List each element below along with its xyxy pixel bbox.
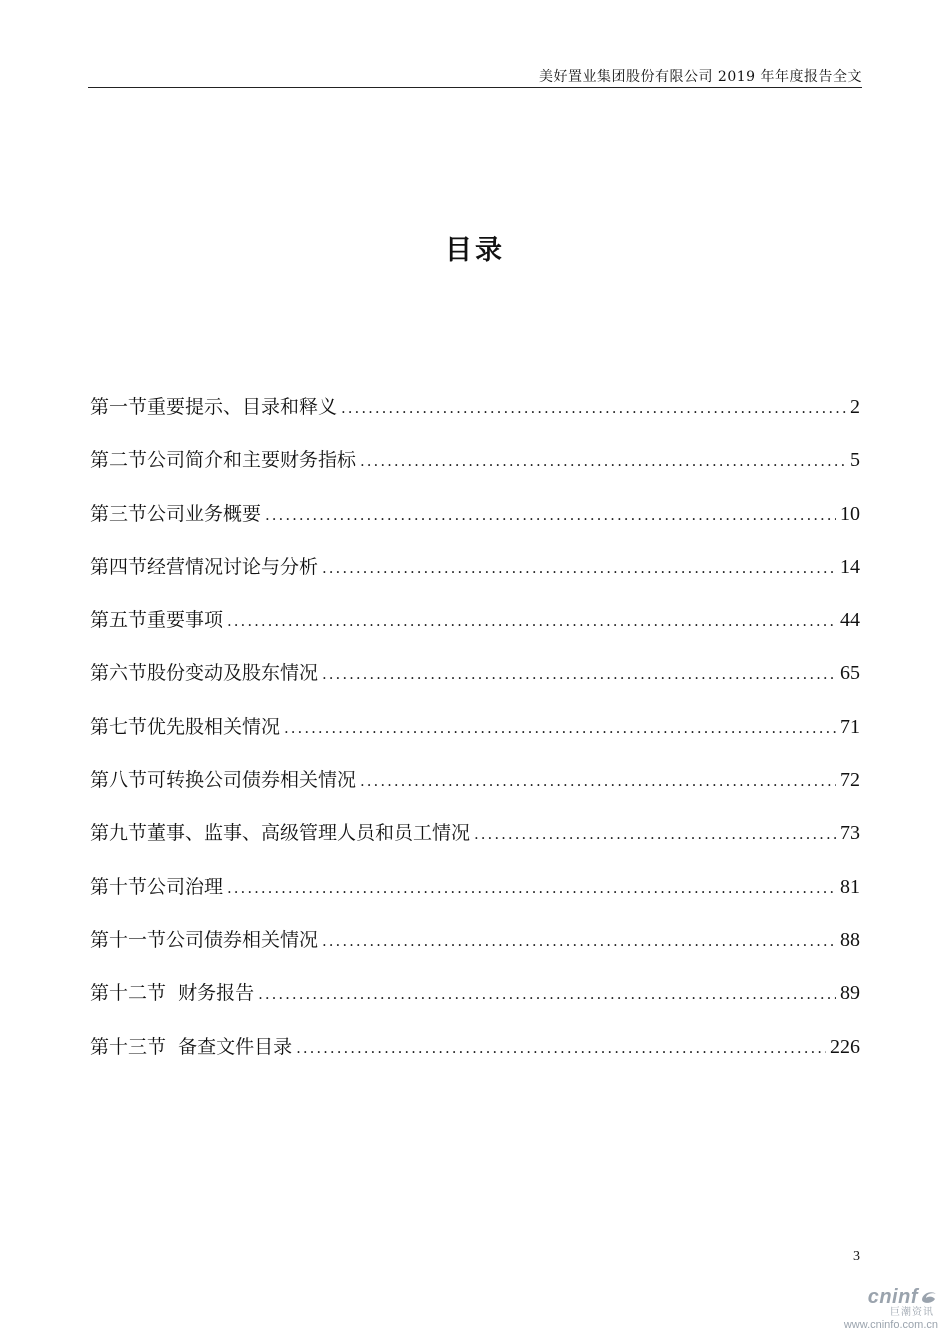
toc-entry[interactable] bbox=[90, 816, 860, 869]
dot-leader bbox=[322, 924, 836, 958]
toc-entry-label: 第七节优先股相关情况 bbox=[90, 715, 281, 738]
toc-entry-page: 71 bbox=[840, 715, 860, 738]
dot-leader bbox=[341, 391, 846, 425]
toc-entry-page: 88 bbox=[840, 928, 860, 951]
dot-leader bbox=[322, 551, 836, 585]
toc-entry-label: 第一节重要提示、目录和释义 bbox=[90, 396, 338, 418]
toc-entry-label: 第十二节 财务报告 bbox=[90, 982, 255, 1005]
table-of-contents bbox=[90, 390, 860, 1083]
toc-entry[interactable] bbox=[90, 923, 860, 976]
toc-entry-page: 10 bbox=[840, 502, 860, 525]
toc-entry[interactable] bbox=[90, 710, 860, 763]
dot-leader bbox=[360, 444, 846, 478]
cninfo-swirl-icon bbox=[920, 1289, 938, 1305]
toc-entry-label: 第五节重要事项 bbox=[90, 609, 224, 632]
toc-entry-label: 第二节公司简介和主要财务指标 bbox=[90, 449, 357, 472]
toc-entry-label: 第四节经营情况讨论与分析 bbox=[90, 555, 319, 578]
toc-entry-label: 第九节董事、监事、高级管理人员和员工情况 bbox=[90, 822, 471, 845]
toc-entry-page: 81 bbox=[840, 875, 860, 898]
toc-entry-label: 第三节公司业务概要 bbox=[90, 502, 262, 525]
dot-leader bbox=[265, 498, 836, 532]
dot-leader bbox=[474, 817, 836, 851]
toc-entry[interactable] bbox=[90, 656, 860, 709]
dot-leader bbox=[227, 871, 836, 905]
dot-leader bbox=[322, 657, 836, 691]
toc-entry[interactable] bbox=[90, 390, 860, 443]
toc-entry-page: 2 bbox=[850, 396, 860, 418]
logo-chinese-name: 巨潮资讯 bbox=[890, 1307, 934, 1318]
page-number: 3 bbox=[853, 1249, 860, 1264]
running-header: 美好置业集团股份有限公司 2019 年年度报告全文 bbox=[538, 69, 862, 85]
toc-entry[interactable] bbox=[90, 603, 860, 656]
cninfo-watermark-logo bbox=[828, 1287, 938, 1337]
dot-leader bbox=[360, 764, 836, 798]
logo-url: www.cninfo.com.cn bbox=[843, 1319, 938, 1331]
header-divider bbox=[88, 87, 862, 88]
dot-leader bbox=[258, 977, 836, 1011]
toc-entry-page: 72 bbox=[840, 769, 860, 792]
toc-entry-label: 第十节公司治理 bbox=[90, 875, 224, 898]
toc-entry-page: 5 bbox=[850, 449, 860, 472]
toc-entry[interactable] bbox=[90, 550, 860, 603]
toc-entry[interactable] bbox=[90, 763, 860, 816]
toc-entry-page: 14 bbox=[840, 555, 860, 578]
toc-entry-page: 44 bbox=[840, 609, 860, 632]
toc-title: 目录 bbox=[445, 235, 505, 266]
toc-entry-page: 89 bbox=[840, 982, 860, 1005]
dot-leader bbox=[296, 1031, 826, 1065]
toc-entry-label: 第十三节 备查文件目录 bbox=[90, 1035, 293, 1058]
toc-entry-label: 第十一节公司债券相关情况 bbox=[90, 928, 319, 951]
toc-entry[interactable] bbox=[90, 976, 860, 1029]
dot-leader bbox=[227, 604, 836, 638]
toc-entry[interactable] bbox=[90, 497, 860, 550]
toc-entry-label: 第八节可转换公司债券相关情况 bbox=[90, 769, 357, 792]
toc-entry-label: 第六节股份变动及股东情况 bbox=[90, 662, 319, 685]
toc-entry-page: 226 bbox=[830, 1035, 860, 1058]
toc-entry[interactable] bbox=[90, 1030, 860, 1083]
toc-entry[interactable] bbox=[90, 443, 860, 496]
toc-entry[interactable] bbox=[90, 870, 860, 923]
toc-entry-page: 73 bbox=[840, 822, 860, 845]
logo-brand-text: cninf bbox=[867, 1286, 918, 1308]
toc-entry-page: 65 bbox=[840, 662, 860, 685]
dot-leader bbox=[284, 711, 836, 745]
